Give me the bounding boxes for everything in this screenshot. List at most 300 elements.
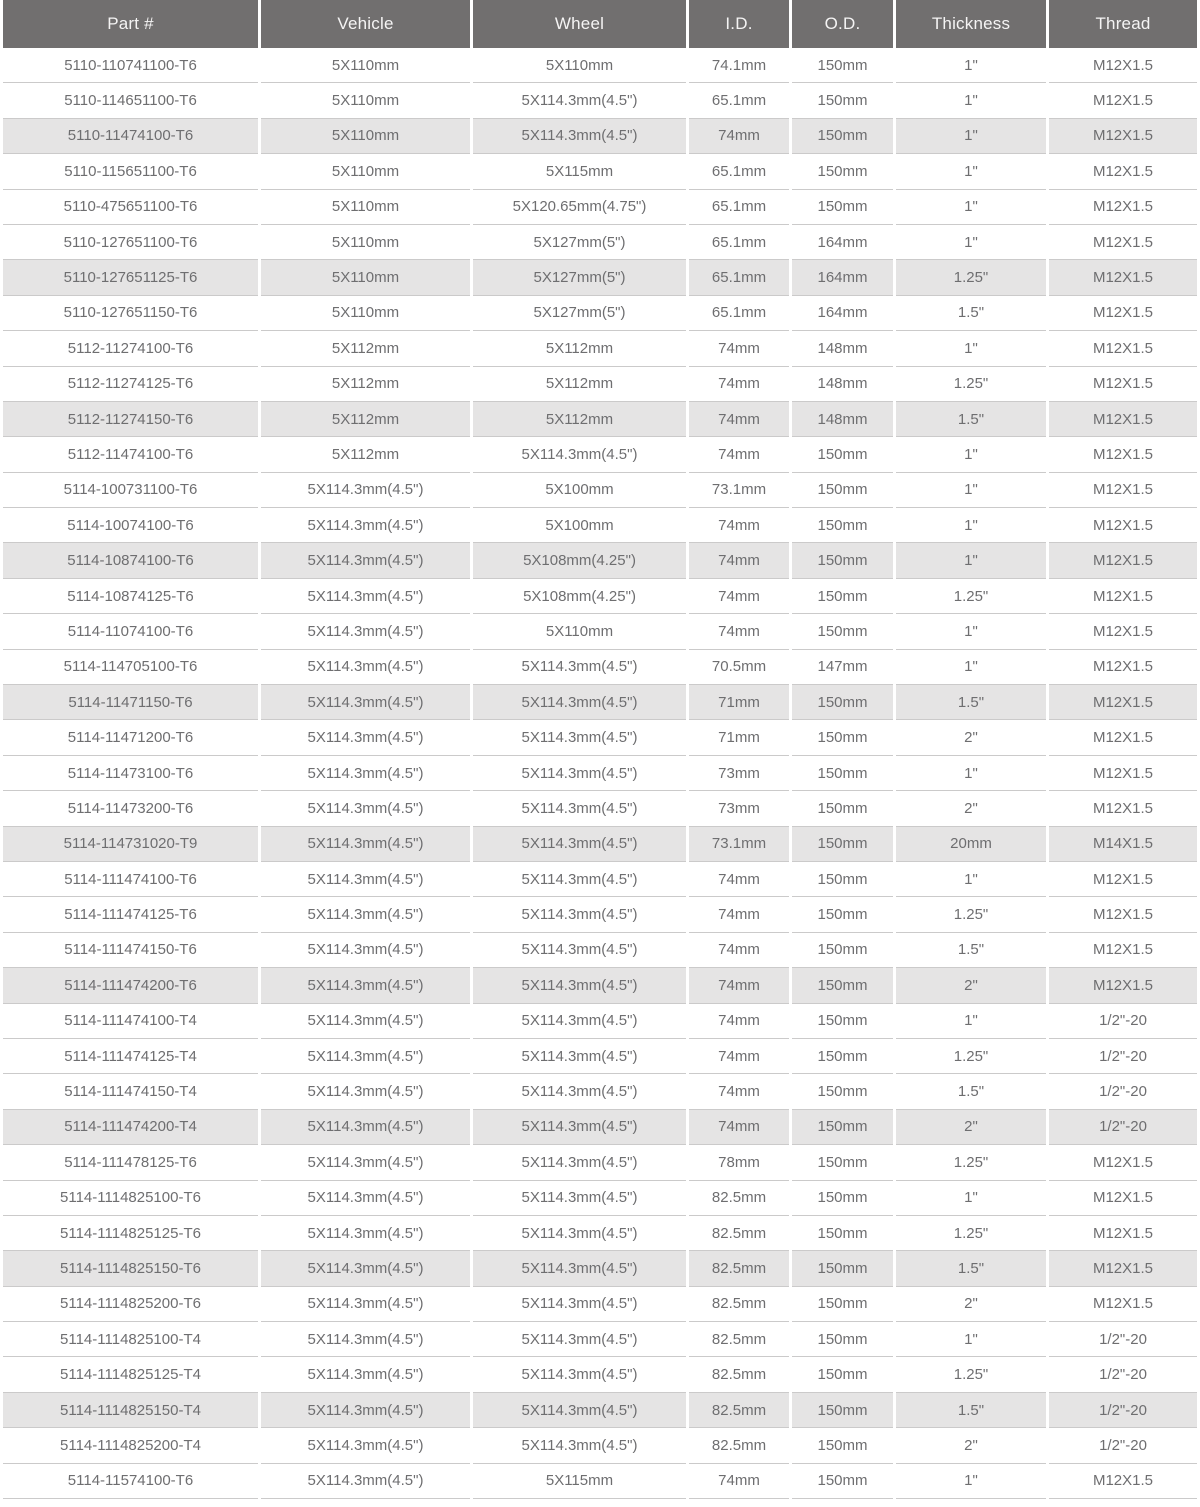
cell-part: 5114-1114825100-T4	[3, 1322, 258, 1357]
cell-od: 150mm	[792, 933, 893, 968]
cell-od: 150mm	[792, 685, 893, 720]
cell-wheel: 5X114.3mm(4.5")	[473, 1074, 686, 1109]
cell-od: 148mm	[792, 402, 893, 437]
cell-id: 74mm	[689, 402, 789, 437]
cell-part: 5114-11471150-T6	[3, 685, 258, 720]
cell-id: 73.1mm	[689, 827, 789, 862]
table-row	[3, 119, 1197, 154]
cell-wheel: 5X114.3mm(4.5")	[473, 1004, 686, 1039]
cell-thickness: 1.25"	[896, 579, 1046, 614]
table-row	[3, 260, 1197, 295]
cell-thickness: 2"	[896, 720, 1046, 755]
cell-wheel: 5X100mm	[473, 508, 686, 543]
cell-thickness: 1"	[896, 862, 1046, 897]
cell-vehicle: 5X114.3mm(4.5")	[261, 1181, 470, 1216]
cell-thickness: 1"	[896, 437, 1046, 472]
cell-vehicle: 5X114.3mm(4.5")	[261, 1251, 470, 1286]
cell-id: 74mm	[689, 614, 789, 649]
cell-wheel: 5X114.3mm(4.5")	[473, 1145, 686, 1180]
cell-wheel: 5X114.3mm(4.5")	[473, 1393, 686, 1428]
cell-wheel: 5X110mm	[473, 48, 686, 83]
column-header-od: O.D.	[792, 0, 893, 48]
cell-part: 5114-111474100-T4	[3, 1004, 258, 1039]
cell-thickness: 1.25"	[896, 1357, 1046, 1392]
cell-thickness: 2"	[896, 968, 1046, 1003]
cell-wheel: 5X127mm(5")	[473, 225, 686, 260]
cell-part: 5114-1114825200-T4	[3, 1428, 258, 1463]
cell-thickness: 1"	[896, 225, 1046, 260]
cell-wheel: 5X114.3mm(4.5")	[473, 1251, 686, 1286]
cell-thread: M12X1.5	[1049, 1464, 1197, 1499]
cell-wheel: 5X115mm	[473, 154, 686, 189]
cell-od: 148mm	[792, 331, 893, 366]
cell-thickness: 1"	[896, 83, 1046, 118]
cell-thread: M12X1.5	[1049, 720, 1197, 755]
cell-part: 5114-111474100-T6	[3, 862, 258, 897]
cell-od: 150mm	[792, 579, 893, 614]
cell-od: 150mm	[792, 1393, 893, 1428]
cell-thread: 1/2"-20	[1049, 1357, 1197, 1392]
table-row	[3, 1216, 1197, 1251]
cell-wheel: 5X120.65mm(4.75")	[473, 190, 686, 225]
cell-od: 150mm	[792, 1110, 893, 1145]
cell-thickness: 1.25"	[896, 897, 1046, 932]
cell-vehicle: 5X110mm	[261, 190, 470, 225]
cell-vehicle: 5X110mm	[261, 296, 470, 331]
cell-thread: M12X1.5	[1049, 190, 1197, 225]
cell-part: 5114-10074100-T6	[3, 508, 258, 543]
cell-id: 74mm	[689, 1110, 789, 1145]
cell-id: 82.5mm	[689, 1322, 789, 1357]
cell-wheel: 5X114.3mm(4.5")	[473, 119, 686, 154]
cell-thread: 1/2"-20	[1049, 1322, 1197, 1357]
cell-thickness: 1.5"	[896, 685, 1046, 720]
cell-vehicle: 5X114.3mm(4.5")	[261, 1322, 470, 1357]
cell-id: 82.5mm	[689, 1251, 789, 1286]
cell-wheel: 5X114.3mm(4.5")	[473, 933, 686, 968]
cell-vehicle: 5X112mm	[261, 402, 470, 437]
cell-id: 74mm	[689, 579, 789, 614]
cell-od: 164mm	[792, 296, 893, 331]
cell-id: 65.1mm	[689, 296, 789, 331]
cell-id: 71mm	[689, 720, 789, 755]
cell-od: 150mm	[792, 508, 893, 543]
cell-part: 5114-1114825200-T6	[3, 1287, 258, 1322]
cell-od: 150mm	[792, 614, 893, 649]
cell-part: 5114-10874100-T6	[3, 543, 258, 578]
cell-thickness: 1"	[896, 119, 1046, 154]
cell-part: 5110-127651100-T6	[3, 225, 258, 260]
cell-wheel: 5X115mm	[473, 1464, 686, 1499]
cell-wheel: 5X127mm(5")	[473, 296, 686, 331]
cell-wheel: 5X114.3mm(4.5")	[473, 650, 686, 685]
cell-od: 150mm	[792, 720, 893, 755]
cell-id: 82.5mm	[689, 1393, 789, 1428]
cell-id: 74mm	[689, 331, 789, 366]
cell-part: 5114-11574100-T6	[3, 1464, 258, 1499]
column-header-id: I.D.	[689, 0, 789, 48]
cell-thread: M12X1.5	[1049, 685, 1197, 720]
table-row	[3, 154, 1197, 189]
cell-thread: M12X1.5	[1049, 437, 1197, 472]
table-row	[3, 331, 1197, 366]
cell-od: 150mm	[792, 1357, 893, 1392]
cell-thickness: 1"	[896, 1181, 1046, 1216]
cell-id: 74mm	[689, 933, 789, 968]
cell-od: 150mm	[792, 862, 893, 897]
cell-thickness: 2"	[896, 1287, 1046, 1322]
cell-thread: M12X1.5	[1049, 473, 1197, 508]
cell-part: 5114-10874125-T6	[3, 579, 258, 614]
cell-part: 5114-11471200-T6	[3, 720, 258, 755]
cell-vehicle: 5X110mm	[261, 225, 470, 260]
table-row	[3, 1357, 1197, 1392]
cell-id: 74mm	[689, 367, 789, 402]
table-row	[3, 1322, 1197, 1357]
cell-vehicle: 5X114.3mm(4.5")	[261, 1428, 470, 1463]
cell-vehicle: 5X114.3mm(4.5")	[261, 685, 470, 720]
cell-vehicle: 5X110mm	[261, 83, 470, 118]
table-row	[3, 791, 1197, 826]
cell-part: 5114-111474200-T4	[3, 1110, 258, 1145]
cell-wheel: 5X114.3mm(4.5")	[473, 685, 686, 720]
cell-od: 150mm	[792, 119, 893, 154]
cell-id: 74mm	[689, 1464, 789, 1499]
cell-id: 82.5mm	[689, 1428, 789, 1463]
cell-vehicle: 5X114.3mm(4.5")	[261, 650, 470, 685]
cell-thread: M12X1.5	[1049, 862, 1197, 897]
cell-thickness: 2"	[896, 791, 1046, 826]
parts-table-body	[3, 48, 1197, 1499]
cell-vehicle: 5X114.3mm(4.5")	[261, 543, 470, 578]
cell-id: 82.5mm	[689, 1181, 789, 1216]
cell-id: 82.5mm	[689, 1216, 789, 1251]
cell-od: 150mm	[792, 791, 893, 826]
cell-thickness: 1"	[896, 190, 1046, 225]
cell-wheel: 5X108mm(4.25")	[473, 579, 686, 614]
cell-part: 5112-11274125-T6	[3, 367, 258, 402]
cell-wheel: 5X112mm	[473, 331, 686, 366]
cell-thread: M12X1.5	[1049, 543, 1197, 578]
cell-od: 147mm	[792, 650, 893, 685]
cell-vehicle: 5X114.3mm(4.5")	[261, 1216, 470, 1251]
cell-thread: M12X1.5	[1049, 1251, 1197, 1286]
cell-id: 78mm	[689, 1145, 789, 1180]
cell-wheel: 5X114.3mm(4.5")	[473, 756, 686, 791]
cell-vehicle: 5X114.3mm(4.5")	[261, 473, 470, 508]
cell-thickness: 1"	[896, 154, 1046, 189]
table-row	[3, 720, 1197, 755]
cell-od: 150mm	[792, 543, 893, 578]
cell-thread: M12X1.5	[1049, 968, 1197, 1003]
cell-thread: 1/2"-20	[1049, 1393, 1197, 1428]
column-header-part: Part #	[3, 0, 258, 48]
cell-part: 5114-11074100-T6	[3, 614, 258, 649]
cell-od: 150mm	[792, 1464, 893, 1499]
cell-part: 5114-1114825150-T6	[3, 1251, 258, 1286]
cell-thread: M12X1.5	[1049, 1287, 1197, 1322]
cell-thickness: 20mm	[896, 827, 1046, 862]
cell-part: 5114-114705100-T6	[3, 650, 258, 685]
cell-wheel: 5X112mm	[473, 402, 686, 437]
cell-od: 150mm	[792, 1004, 893, 1039]
cell-vehicle: 5X112mm	[261, 437, 470, 472]
cell-vehicle: 5X114.3mm(4.5")	[261, 1393, 470, 1428]
cell-thickness: 1.25"	[896, 1145, 1046, 1180]
cell-od: 150mm	[792, 1216, 893, 1251]
table-row	[3, 508, 1197, 543]
cell-od: 150mm	[792, 897, 893, 932]
column-header-vehicle: Vehicle	[261, 0, 470, 48]
cell-wheel: 5X114.3mm(4.5")	[473, 720, 686, 755]
cell-thickness: 2"	[896, 1428, 1046, 1463]
cell-thread: M12X1.5	[1049, 1181, 1197, 1216]
cell-part: 5114-111478125-T6	[3, 1145, 258, 1180]
cell-thickness: 1"	[896, 508, 1046, 543]
table-row	[3, 1251, 1197, 1286]
cell-wheel: 5X114.3mm(4.5")	[473, 897, 686, 932]
cell-wheel: 5X114.3mm(4.5")	[473, 437, 686, 472]
cell-wheel: 5X114.3mm(4.5")	[473, 1039, 686, 1074]
cell-thread: M12X1.5	[1049, 508, 1197, 543]
cell-thread: 1/2"-20	[1049, 1074, 1197, 1109]
cell-thickness: 1.25"	[896, 367, 1046, 402]
cell-part: 5112-11274150-T6	[3, 402, 258, 437]
cell-od: 150mm	[792, 968, 893, 1003]
cell-thread: M12X1.5	[1049, 756, 1197, 791]
cell-od: 150mm	[792, 827, 893, 862]
cell-id: 65.1mm	[689, 154, 789, 189]
cell-thread: M12X1.5	[1049, 791, 1197, 826]
cell-od: 164mm	[792, 260, 893, 295]
cell-part: 5114-11473200-T6	[3, 791, 258, 826]
cell-thread: M12X1.5	[1049, 119, 1197, 154]
cell-thickness: 1.5"	[896, 933, 1046, 968]
cell-part: 5110-114651100-T6	[3, 83, 258, 118]
cell-thread: 1/2"-20	[1049, 1039, 1197, 1074]
cell-thickness: 1"	[896, 614, 1046, 649]
cell-vehicle: 5X114.3mm(4.5")	[261, 791, 470, 826]
cell-wheel: 5X127mm(5")	[473, 260, 686, 295]
table-row	[3, 225, 1197, 260]
cell-thickness: 1.25"	[896, 1216, 1046, 1251]
cell-thread: 1/2"-20	[1049, 1110, 1197, 1145]
cell-thread: M12X1.5	[1049, 402, 1197, 437]
table-row	[3, 1074, 1197, 1109]
cell-wheel: 5X114.3mm(4.5")	[473, 1357, 686, 1392]
cell-thread: M14X1.5	[1049, 827, 1197, 862]
cell-id: 74mm	[689, 437, 789, 472]
cell-od: 150mm	[792, 1181, 893, 1216]
cell-vehicle: 5X114.3mm(4.5")	[261, 1074, 470, 1109]
cell-part: 5114-1114825100-T6	[3, 1181, 258, 1216]
cell-od: 148mm	[792, 367, 893, 402]
cell-wheel: 5X108mm(4.25")	[473, 543, 686, 578]
cell-wheel: 5X114.3mm(4.5")	[473, 968, 686, 1003]
cell-wheel: 5X114.3mm(4.5")	[473, 1322, 686, 1357]
cell-od: 150mm	[792, 190, 893, 225]
cell-part: 5114-111474200-T6	[3, 968, 258, 1003]
cell-vehicle: 5X114.3mm(4.5")	[261, 897, 470, 932]
cell-id: 74mm	[689, 508, 789, 543]
table-row	[3, 897, 1197, 932]
cell-part: 5114-111474125-T4	[3, 1039, 258, 1074]
cell-part: 5114-114731020-T9	[3, 827, 258, 862]
table-row	[3, 402, 1197, 437]
cell-part: 5114-1114825125-T6	[3, 1216, 258, 1251]
cell-vehicle: 5X114.3mm(4.5")	[261, 579, 470, 614]
table-row	[3, 190, 1197, 225]
table-row	[3, 83, 1197, 118]
cell-part: 5114-11473100-T6	[3, 756, 258, 791]
cell-thickness: 1.5"	[896, 1393, 1046, 1428]
cell-id: 74mm	[689, 1004, 789, 1039]
cell-wheel: 5X114.3mm(4.5")	[473, 1216, 686, 1251]
table-row	[3, 614, 1197, 649]
cell-thickness: 1.5"	[896, 1251, 1046, 1286]
cell-vehicle: 5X110mm	[261, 260, 470, 295]
cell-vehicle: 5X114.3mm(4.5")	[261, 1287, 470, 1322]
cell-id: 74mm	[689, 119, 789, 154]
cell-vehicle: 5X110mm	[261, 119, 470, 154]
cell-vehicle: 5X114.3mm(4.5")	[261, 862, 470, 897]
cell-thickness: 1"	[896, 1322, 1046, 1357]
table-row	[3, 367, 1197, 402]
table-row	[3, 827, 1197, 862]
cell-thread: M12X1.5	[1049, 1145, 1197, 1180]
cell-thread: M12X1.5	[1049, 83, 1197, 118]
cell-id: 74mm	[689, 968, 789, 1003]
cell-thickness: 1.25"	[896, 1039, 1046, 1074]
cell-od: 150mm	[792, 48, 893, 83]
cell-wheel: 5X114.3mm(4.5")	[473, 791, 686, 826]
cell-vehicle: 5X112mm	[261, 331, 470, 366]
cell-od: 150mm	[792, 1145, 893, 1180]
table-row	[3, 933, 1197, 968]
cell-wheel: 5X110mm	[473, 614, 686, 649]
cell-vehicle: 5X112mm	[261, 367, 470, 402]
cell-thickness: 1.5"	[896, 296, 1046, 331]
cell-wheel: 5X114.3mm(4.5")	[473, 827, 686, 862]
cell-thread: M12X1.5	[1049, 331, 1197, 366]
cell-part: 5114-100731100-T6	[3, 473, 258, 508]
table-row	[3, 473, 1197, 508]
cell-od: 150mm	[792, 1428, 893, 1463]
cell-thickness: 1"	[896, 756, 1046, 791]
cell-id: 82.5mm	[689, 1287, 789, 1322]
cell-vehicle: 5X114.3mm(4.5")	[261, 1110, 470, 1145]
cell-thickness: 1.5"	[896, 1074, 1046, 1109]
cell-thread: M12X1.5	[1049, 48, 1197, 83]
cell-id: 74mm	[689, 1074, 789, 1109]
table-row	[3, 685, 1197, 720]
cell-vehicle: 5X114.3mm(4.5")	[261, 614, 470, 649]
cell-id: 65.1mm	[689, 260, 789, 295]
cell-wheel: 5X114.3mm(4.5")	[473, 1287, 686, 1322]
cell-part: 5110-475651100-T6	[3, 190, 258, 225]
cell-thickness: 1"	[896, 48, 1046, 83]
cell-od: 150mm	[792, 1287, 893, 1322]
cell-part: 5114-1114825125-T4	[3, 1357, 258, 1392]
table-row	[3, 1464, 1197, 1499]
cell-vehicle: 5X114.3mm(4.5")	[261, 933, 470, 968]
cell-vehicle: 5X110mm	[261, 154, 470, 189]
cell-id: 73mm	[689, 756, 789, 791]
cell-id: 74mm	[689, 862, 789, 897]
cell-wheel: 5X100mm	[473, 473, 686, 508]
cell-id: 65.1mm	[689, 225, 789, 260]
table-row	[3, 48, 1197, 83]
table-row	[3, 756, 1197, 791]
cell-vehicle: 5X114.3mm(4.5")	[261, 756, 470, 791]
cell-wheel: 5X114.3mm(4.5")	[473, 83, 686, 118]
table-row	[3, 1004, 1197, 1039]
cell-thickness: 1.5"	[896, 402, 1046, 437]
cell-id: 74mm	[689, 1039, 789, 1074]
cell-thread: M12X1.5	[1049, 296, 1197, 331]
cell-thickness: 1"	[896, 1004, 1046, 1039]
cell-id: 65.1mm	[689, 83, 789, 118]
cell-vehicle: 5X114.3mm(4.5")	[261, 1039, 470, 1074]
cell-od: 150mm	[792, 1074, 893, 1109]
cell-od: 150mm	[792, 473, 893, 508]
cell-thread: M12X1.5	[1049, 260, 1197, 295]
cell-id: 74mm	[689, 897, 789, 932]
cell-od: 150mm	[792, 154, 893, 189]
cell-part: 5110-110741100-T6	[3, 48, 258, 83]
cell-part: 5114-111474150-T6	[3, 933, 258, 968]
cell-wheel: 5X112mm	[473, 367, 686, 402]
column-header-wheel: Wheel	[473, 0, 686, 48]
cell-thickness: 1"	[896, 1464, 1046, 1499]
cell-id: 74.1mm	[689, 48, 789, 83]
cell-id: 65.1mm	[689, 190, 789, 225]
table-row	[3, 1110, 1197, 1145]
cell-part: 5112-11474100-T6	[3, 437, 258, 472]
table-row	[3, 1145, 1197, 1180]
cell-thickness: 1"	[896, 331, 1046, 366]
cell-thread: M12X1.5	[1049, 225, 1197, 260]
cell-vehicle: 5X114.3mm(4.5")	[261, 1464, 470, 1499]
cell-thickness: 1.25"	[896, 260, 1046, 295]
cell-vehicle: 5X114.3mm(4.5")	[261, 508, 470, 543]
cell-vehicle: 5X114.3mm(4.5")	[261, 1145, 470, 1180]
cell-vehicle: 5X114.3mm(4.5")	[261, 968, 470, 1003]
cell-part: 5114-111474150-T4	[3, 1074, 258, 1109]
cell-thread: M12X1.5	[1049, 1216, 1197, 1251]
cell-od: 150mm	[792, 83, 893, 118]
cell-thread: M12X1.5	[1049, 897, 1197, 932]
column-header-thickness: Thickness	[896, 0, 1046, 48]
cell-thread: M12X1.5	[1049, 650, 1197, 685]
cell-wheel: 5X114.3mm(4.5")	[473, 1428, 686, 1463]
table-row	[3, 1428, 1197, 1463]
cell-id: 74mm	[689, 543, 789, 578]
cell-thickness: 1"	[896, 543, 1046, 578]
cell-part: 5110-127651125-T6	[3, 260, 258, 295]
cell-vehicle: 5X114.3mm(4.5")	[261, 1357, 470, 1392]
cell-thickness: 1"	[896, 473, 1046, 508]
table-row	[3, 437, 1197, 472]
cell-wheel: 5X114.3mm(4.5")	[473, 862, 686, 897]
cell-part: 5110-11474100-T6	[3, 119, 258, 154]
cell-od: 150mm	[792, 756, 893, 791]
cell-thread: M12X1.5	[1049, 933, 1197, 968]
cell-thread: M12X1.5	[1049, 367, 1197, 402]
table-row	[3, 543, 1197, 578]
cell-id: 71mm	[689, 685, 789, 720]
table-row	[3, 579, 1197, 614]
